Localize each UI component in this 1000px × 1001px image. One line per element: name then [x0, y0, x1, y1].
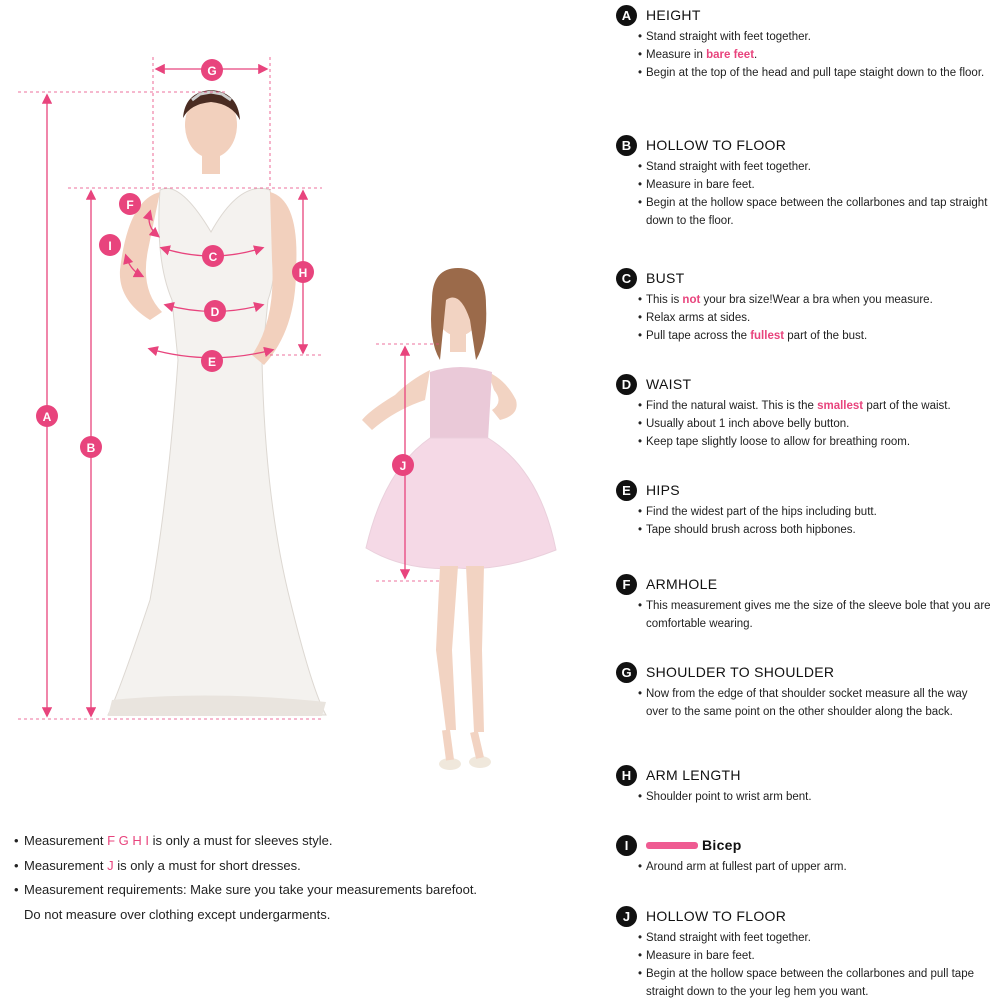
instruction-text: Find the widest part of the hips including butt.: [646, 506, 877, 518]
note-line: [14, 854, 574, 879]
instruction-text: Begin at the hollow space between the collarbones and pull tape straight down to the your leg hem you want.: [646, 968, 974, 998]
bullet-icon: •: [638, 161, 643, 173]
bullet-icon: •: [638, 506, 643, 518]
instruction-text: Stand straight with feet together.: [646, 31, 811, 43]
badge-h: [292, 261, 314, 283]
section-header: [616, 834, 991, 856]
note-text: Do not measure over clothing except undergarments.: [24, 906, 331, 922]
bullet-icon: •: [638, 400, 643, 412]
section-letter-badge: D: [616, 374, 637, 395]
bullet-icon: •: [638, 688, 643, 700]
section-title: [646, 664, 834, 680]
instruction-text: Relax arms at sides.: [646, 312, 751, 324]
bullet-icon: •: [638, 436, 643, 448]
badge-d: [204, 300, 226, 322]
section-a: [616, 4, 991, 82]
section-title-text: HOLLOW TO FLOOR: [646, 137, 787, 153]
section-f: [616, 573, 991, 633]
section-letter-badge: A: [616, 5, 637, 26]
instruction-text: This is: [646, 294, 683, 306]
note-line: [14, 829, 574, 854]
section-title: [646, 137, 786, 153]
section-title: [646, 7, 701, 23]
section-letter-badge: C: [616, 268, 637, 289]
note-text: Measurement: [24, 857, 108, 873]
section-letter-badge: G: [616, 662, 637, 683]
section-header: [616, 905, 991, 927]
section-title-text: ARM LENGTH: [646, 767, 741, 783]
instruction-line: [616, 433, 991, 451]
highlight-text: smallest: [817, 400, 864, 412]
instruction-line: [616, 194, 991, 230]
svg-text:D: D: [210, 305, 220, 319]
instruction-text: your bra size!Wear a bra when you measure.: [700, 294, 933, 306]
instruction-text: Keep tape slightly loose to allow for breathing room.: [646, 436, 911, 448]
svg-text:F: F: [126, 198, 134, 212]
section-title-text: HOLLOW TO FLOOR: [646, 908, 787, 924]
bullet-icon: •: [638, 294, 643, 306]
section-letter-badge: J: [616, 906, 637, 927]
bullet-icon: •: [638, 968, 643, 980]
section-letter-badge: E: [616, 480, 637, 501]
instruction-text: Measure in: [646, 49, 707, 61]
badge-e: [201, 350, 223, 372]
instruction-line: [616, 28, 991, 46]
section-header: [616, 134, 991, 156]
badge-c: [202, 245, 224, 267]
highlight-text: fullest: [750, 330, 785, 342]
svg-text:G: G: [207, 64, 217, 78]
section-header: [616, 661, 991, 683]
bullet-icon: •: [638, 418, 643, 430]
instruction-text: Find the natural waist. This is the: [646, 400, 818, 412]
bullet-icon: •: [638, 312, 643, 324]
section-d: [616, 373, 991, 451]
section-e: [616, 479, 991, 539]
svg-text:I: I: [108, 239, 112, 253]
instruction-text: Usually about 1 inch above belly button.: [646, 418, 850, 430]
instruction-text: Measure in bare feet.: [646, 179, 755, 191]
bullet-icon: •: [638, 950, 643, 962]
badge-g: [201, 59, 223, 81]
bullet-icon: •: [14, 882, 19, 897]
bullet-icon: •: [638, 67, 643, 79]
instruction-line: [616, 947, 991, 965]
instruction-line: [616, 858, 991, 876]
section-h: [616, 764, 991, 806]
bullet-icon: •: [638, 197, 643, 209]
note-highlight-text: J: [107, 857, 114, 873]
section-title-text: ARMHOLE: [646, 576, 718, 592]
instruction-line: [616, 64, 991, 82]
section-j: [616, 905, 991, 1001]
instruction-text: part of the bust.: [784, 330, 868, 342]
bullet-icon: •: [638, 179, 643, 191]
bullet-icon: •: [14, 857, 19, 873]
section-header: [616, 764, 991, 786]
svg-text:A: A: [42, 410, 52, 424]
section-title-text: HEIGHT: [646, 7, 701, 23]
section-title: [702, 837, 742, 853]
bullet-icon: •: [638, 49, 643, 61]
instruction-line: [616, 327, 991, 345]
section-header: [616, 373, 991, 395]
section-header: [616, 267, 991, 289]
instruction-line: [616, 176, 991, 194]
note-highlight-text: F G H I: [107, 833, 149, 848]
instruction-text: Stand straight with feet together.: [646, 161, 811, 173]
instruction-line: [616, 929, 991, 947]
section-title-text: Bicep: [702, 837, 742, 853]
bullet-icon: •: [638, 861, 643, 873]
section-letter-badge: H: [616, 765, 637, 786]
instruction-text: .: [754, 49, 758, 61]
section-i: [616, 834, 991, 876]
badge-b: [80, 436, 102, 458]
instruction-line: [616, 685, 991, 721]
instruction-line: [616, 46, 991, 64]
bullet-icon: •: [638, 524, 643, 536]
bullet-icon: •: [638, 600, 643, 612]
section-letter-badge: F: [616, 574, 637, 595]
instruction-text: Begin at the hollow space between the collarbones and tap straight down to the floor.: [646, 197, 988, 227]
section-title-text: WAIST: [646, 376, 692, 392]
instruction-text: part of the waist.: [863, 400, 951, 412]
instruction-text: This measurement gives me the size of the sleeve bole that you are comfortable wearing.: [646, 600, 991, 630]
section-letter-badge: I: [616, 835, 637, 856]
section-title: [646, 482, 680, 498]
short-dress-model-figure: [362, 268, 556, 770]
section-title-text: SHOULDER TO SHOULDER: [646, 664, 835, 680]
measurement-figure: [0, 0, 600, 800]
svg-text:J: J: [399, 459, 407, 473]
instruction-line: [616, 597, 991, 633]
note-line: [14, 903, 574, 928]
section-g: [616, 661, 991, 721]
note-line: [14, 878, 574, 903]
instruction-line: [616, 397, 991, 415]
section-title: [646, 767, 741, 783]
measurement-notes: [14, 829, 574, 927]
instruction-line: [616, 291, 991, 309]
svg-text:B: B: [86, 441, 96, 455]
instruction-line: [616, 309, 991, 327]
instruction-text: Stand straight with feet together.: [646, 932, 811, 944]
section-title: [646, 270, 685, 286]
section-header: [616, 573, 991, 595]
bullet-icon: •: [638, 31, 643, 43]
badge-i: [99, 234, 121, 256]
section-c: [616, 267, 991, 345]
bullet-icon: •: [638, 932, 643, 944]
section-letter-badge: B: [616, 135, 637, 156]
svg-text:H: H: [298, 266, 308, 280]
section-header: [616, 4, 991, 26]
section-header: [616, 479, 991, 501]
instruction-line: [616, 503, 991, 521]
instruction-text: Shoulder point to wrist arm bent.: [646, 791, 812, 803]
instruction-text: Around arm at fullest part of upper arm.: [646, 861, 847, 873]
instruction-text: Tape should brush across both hipbones.: [646, 524, 856, 536]
instruction-line: [616, 521, 991, 539]
bullet-icon: •: [638, 330, 643, 342]
instruction-text: Pull tape across the: [646, 330, 751, 342]
section-title-text: HIPS: [646, 482, 680, 498]
note-text: is only a must for short dresses.: [113, 857, 301, 873]
instruction-line: [616, 158, 991, 176]
gown-model-figure: [108, 90, 326, 716]
badge-j: [392, 454, 414, 476]
instruction-line: [616, 788, 991, 806]
redaction-mark: [646, 842, 698, 849]
highlight-text: bare feet: [706, 49, 755, 61]
instruction-line: [616, 965, 991, 1001]
svg-text:E: E: [207, 355, 217, 369]
section-title: [646, 376, 691, 392]
section-title: [646, 908, 786, 924]
instruction-text: Now from the edge of that shoulder socket measure all the way over to the same point on the other shoulder along the back.: [646, 688, 968, 718]
svg-text:C: C: [208, 250, 218, 264]
instruction-text: Begin at the top of the head and pull tape staight down to the floor.: [646, 67, 985, 79]
badge-a: [36, 405, 58, 427]
note-text: Measurement requirements: Make sure you take your measurements barefoot.: [24, 882, 478, 897]
bullet-icon: •: [14, 833, 19, 848]
section-b: [616, 134, 991, 230]
instruction-text: Measure in bare feet.: [646, 950, 755, 962]
note-text: is only a must for sleeves style.: [148, 833, 333, 848]
badge-f: [119, 193, 141, 215]
section-title-text: BUST: [646, 270, 685, 286]
note-text: Measurement: [24, 833, 108, 848]
highlight-text: not: [682, 294, 701, 306]
section-title: [646, 576, 717, 592]
bullet-icon: •: [638, 791, 643, 803]
instruction-line: [616, 415, 991, 433]
